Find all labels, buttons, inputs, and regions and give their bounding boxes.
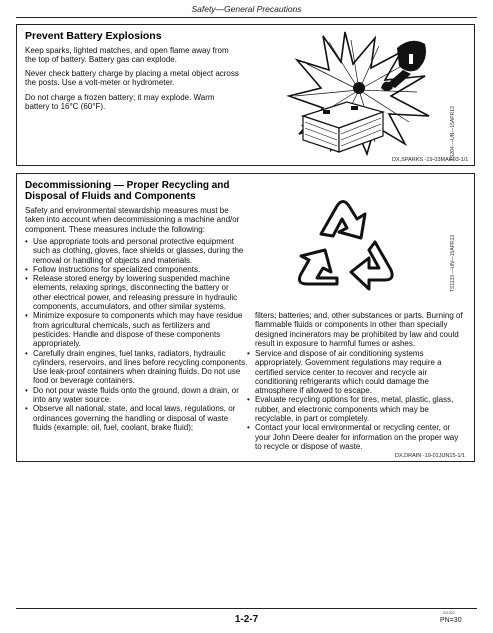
page-number: 1-2-7 (234, 614, 259, 625)
decommissioning-right-bullets (247, 349, 467, 451)
list-item: • Evaluate recycling options for tires, metal, plastic, glass, rubber, and electronic components which may be recyclable, in part or completely. (247, 395, 467, 423)
list-item: • Minimize exposure to components which may have residue from agricultural chemicals, such as fertilizers and pesticides. Handle and dispose of these components appropriately. (25, 311, 249, 348)
decommissioning-reference-code: DX,DRAIN -19-01JUN15-1/1 (395, 453, 465, 459)
list-item: • Carefully drain engines, fuel tanks, radiators, hydraulic cylinders, reservoirs, and lines before recycling components. Use leak-proof containers when draining fluids. Do not use food or beverage containers. (25, 349, 249, 386)
battery-section (16, 24, 475, 166)
header-rule (16, 17, 477, 18)
footer-rule (16, 608, 477, 609)
battery-paragraph-3: Do not charge a frozen battery; it may explode. Warm battery to 16°C (60°F). (25, 93, 215, 112)
list-item: • Contact your local environmental or recycling center, or your John Deere dealer for information on the proper way to recycle or dispose of waste. (247, 423, 467, 451)
recycling-symbol-illustration (285, 188, 405, 306)
decommissioning-title-line-2: Disposal of Fluids and Components (25, 191, 196, 202)
decommissioning-image-code: TS1133 —UN—15APR13 (450, 234, 456, 292)
list-item: • Release stored energy by lowering suspended machine elements, relaxing springs, disconnecting the battery or other electrical power, and releasing pressure in hydraulic components, accumulators, and other similar systems. (25, 274, 249, 311)
decommissioning-intro: Safety and environmental stewardship measures must be taken into account when decommissioning a machine and/or component. These measures include the following: (25, 206, 240, 234)
header-title: Safety—General Precautions (191, 4, 302, 14)
footer-code: 021922 (443, 611, 455, 615)
decommissioning-right-continuation: filters; batteries; and, other substances or parts. Burning of flammable fluids or components in other than specially designed incinerators may be prohibited by law and could result in exposure to harmful fumes or ashes. (255, 311, 463, 349)
decommissioning-section (16, 173, 475, 462)
battery-title: Prevent Battery Explosions (25, 30, 162, 42)
battery-paragraph-1: Keep sparks, lighted matches, and open flame away from the top of battery. Battery gas can explode. (25, 46, 229, 65)
list-item: • Use appropriate tools and personal protective equipment such as clothing, gloves, face shields or glasses, during the removal or handling of objects and materials. (25, 237, 249, 265)
page-pn: PN=30 (440, 617, 462, 624)
decommissioning-title-line-1: Decommissioning — Proper Recycling and (25, 180, 230, 191)
battery-explosion-illustration (285, 30, 435, 158)
battery-reference-code: DX,SPARKS -19-03MAR93-1/1 (392, 157, 469, 163)
list-item: • Follow instructions for specialized components. (25, 265, 249, 274)
decommissioning-left-bullets (25, 237, 249, 432)
battery-paragraph-2: Never check battery charge by placing a metal object across the posts. Use a volt-meter or hydrometer. (25, 69, 239, 88)
list-item: • Service and dispose of air conditioning systems appropriately. Government regulations may require a certified service center to recover and recycle air conditioning refrigerants which could damage the atmosphere if allowed to escape. (247, 349, 467, 395)
list-item: • Observe all national, state, and local laws, regulations, or ordinances governing the handling or disposal of waste fluids (example: oil, fuel, coolant, brake fluid); (25, 404, 249, 432)
list-item: • Do not pour waste fluids onto the ground, down a drain, or into any water source. (25, 386, 249, 405)
battery-image-code: TS204 —UN—15APR13 (450, 106, 456, 161)
